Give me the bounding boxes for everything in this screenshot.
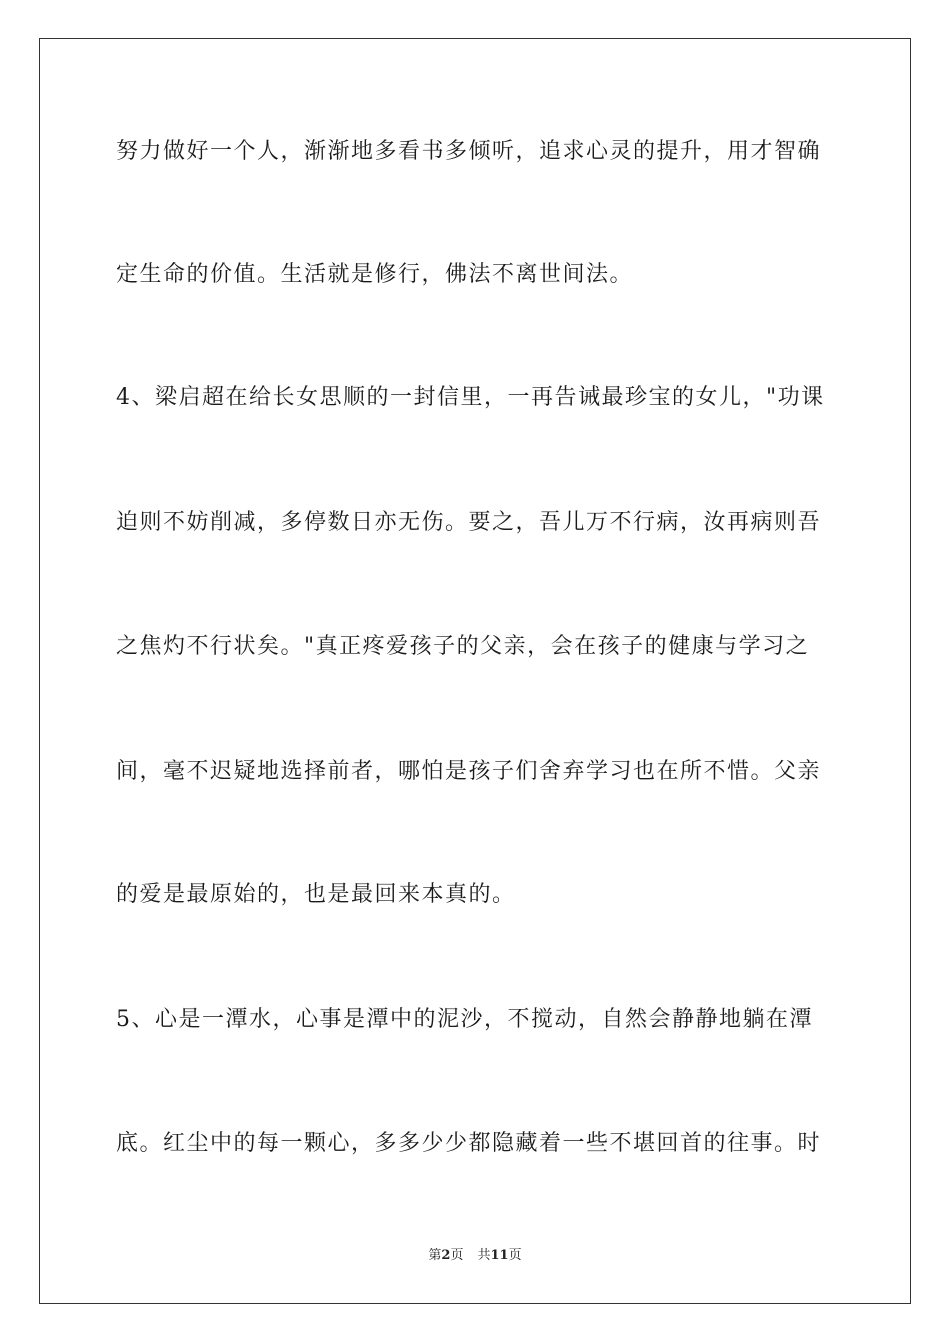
- body-line-1: 努力做好一个人，渐渐地多看书多倾听，追求心灵的提升，用才智确: [116, 139, 822, 164]
- footer-page-suffix: 页: [450, 1248, 464, 1263]
- body-line-7: 的爱是最原始的，也是最回来本真的。: [116, 882, 516, 907]
- footer-page-number: 2: [441, 1248, 451, 1263]
- body-line-6: 间，毫不迟疑地选择前者，哪怕是孩子们舍弃学习也在所不惜。父亲: [116, 759, 822, 784]
- body-line-4: 迫则不妨削减，多停数日亦无伤。要之，吾儿万不行病，汝再病则吾: [116, 510, 822, 535]
- body-line-2: 定生命的价值。生活就是修行，佛法不离世间法。: [116, 262, 634, 287]
- body-line-3: 4、梁启超在给长女思顺的一封信里，一再告诫最珍宝的女儿，"功课: [116, 385, 825, 410]
- footer-page-prefix: 第: [428, 1248, 442, 1263]
- body-line-8: 5、心是一潭水，心事是潭中的泥沙，不搅动，自然会静静地躺在潭: [116, 1007, 813, 1032]
- footer-total-suffix: 页: [508, 1248, 522, 1263]
- body-line-5: 之焦灼不行状矣。"真正疼爱孩子的父亲，会在孩子的健康与学习之: [116, 634, 810, 659]
- page-footer: [0, 1247, 950, 1265]
- page-frame: [39, 38, 911, 1304]
- footer-total-prefix: 共: [477, 1248, 491, 1263]
- body-line-9: 底。红尘中的每一颗心，多多少少都隐藏着一些不堪回首的往事。时: [116, 1131, 822, 1156]
- footer-total-number: 11: [490, 1248, 509, 1263]
